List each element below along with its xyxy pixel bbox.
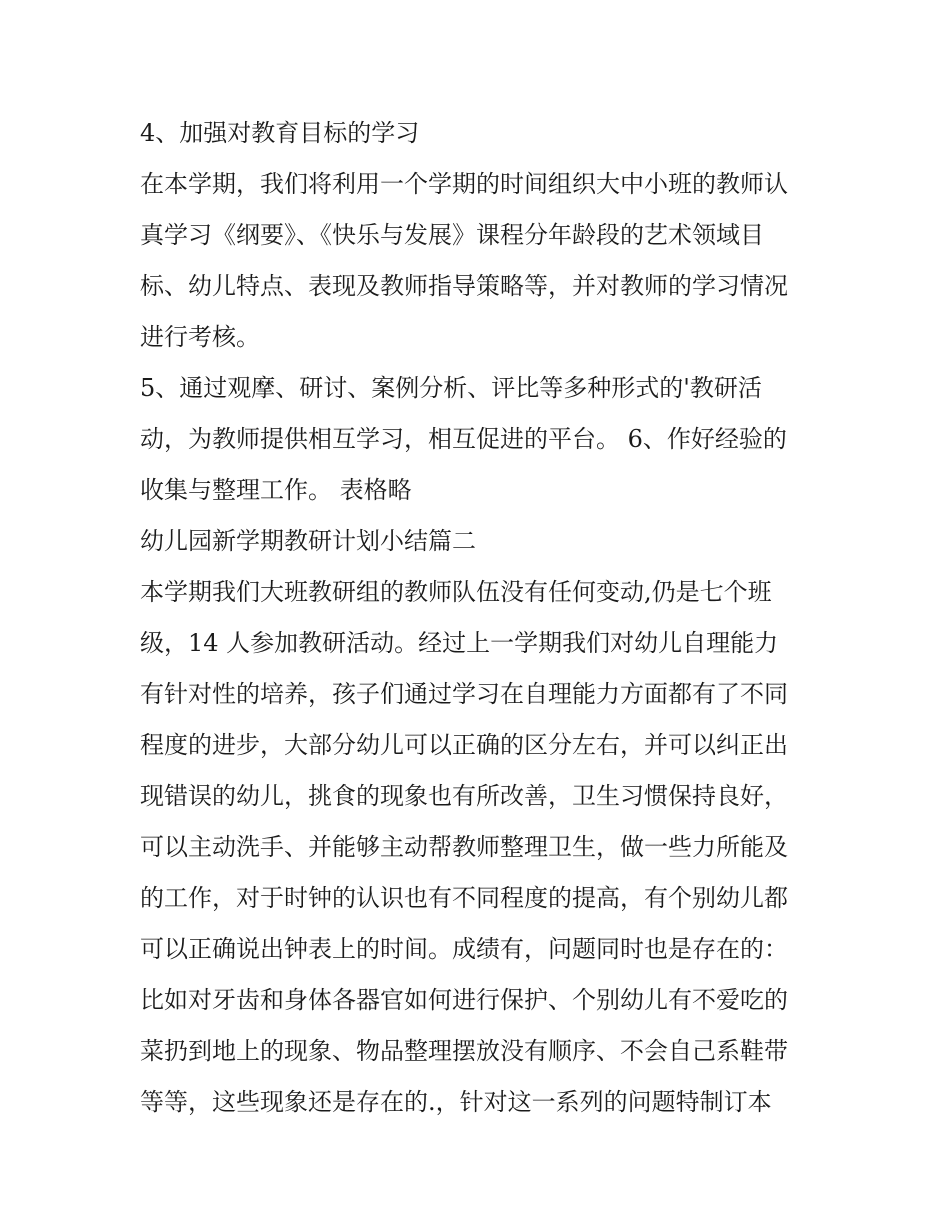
text-line: 标、幼儿特点、表现及教师指导策略等，并对教师的学习情况: [140, 272, 788, 300]
text-line: 进行考核。: [140, 323, 260, 351]
document-body: [140, 108, 820, 1128]
text-line: 本学期我们大班教研组的教师队伍没有任何变动,仍是七个班: [140, 578, 772, 606]
text-line: 等等，这些现象还是存在的.，针对这一系列的问题特制订本: [140, 1088, 772, 1116]
text-line: 可以正确说出钟表上的时间。成绩有，问题同时也是存在的：: [140, 935, 788, 963]
text-line: 在本学期，我们将利用一个学期的时间组织大中小班的教师认: [140, 170, 788, 198]
text-line: 级，14 人参加教研活动。经过上一学期我们对幼儿自理能力: [140, 629, 779, 657]
text-line: 4、加强对教育目标的学习: [140, 119, 420, 147]
text-line: 动，为教师提供相互学习，相互促进的平台。 6、作好经验的: [140, 425, 787, 453]
text-line: 程度的进步，大部分幼儿可以正确的区分左右，并可以纠正出: [140, 731, 788, 759]
text-line: 收集与整理工作。 表格略: [140, 476, 412, 504]
text-line: 5、通过观摩、研讨、案例分析、评比等多种形式的'教研活: [140, 374, 762, 402]
text-line: 现错误的幼儿，挑食的现象也有所改善，卫生习惯保持良好，: [140, 782, 788, 810]
text-line: 可以主动洗手、并能够主动帮教师整理卫生，做一些力所能及: [140, 833, 788, 861]
text-line: 有针对性的培养，孩子们通过学习在自理能力方面都有了不同: [140, 680, 788, 708]
text-line: 菜扔到地上的现象、物品整理摆放没有顺序、不会自己系鞋带: [140, 1037, 788, 1065]
text-line: 真学习《纲要》、《快乐与发展》课程分年龄段的艺术领域目: [140, 221, 764, 249]
text-line: 比如对牙齿和身体各器官如何进行保护、个别幼儿有不爱吃的: [140, 986, 788, 1014]
section-heading: 幼儿园新学期教研计划小结篇二: [140, 527, 476, 555]
text-line: 的工作，对于时钟的认识也有不同程度的提高，有个别幼儿都: [140, 884, 788, 912]
